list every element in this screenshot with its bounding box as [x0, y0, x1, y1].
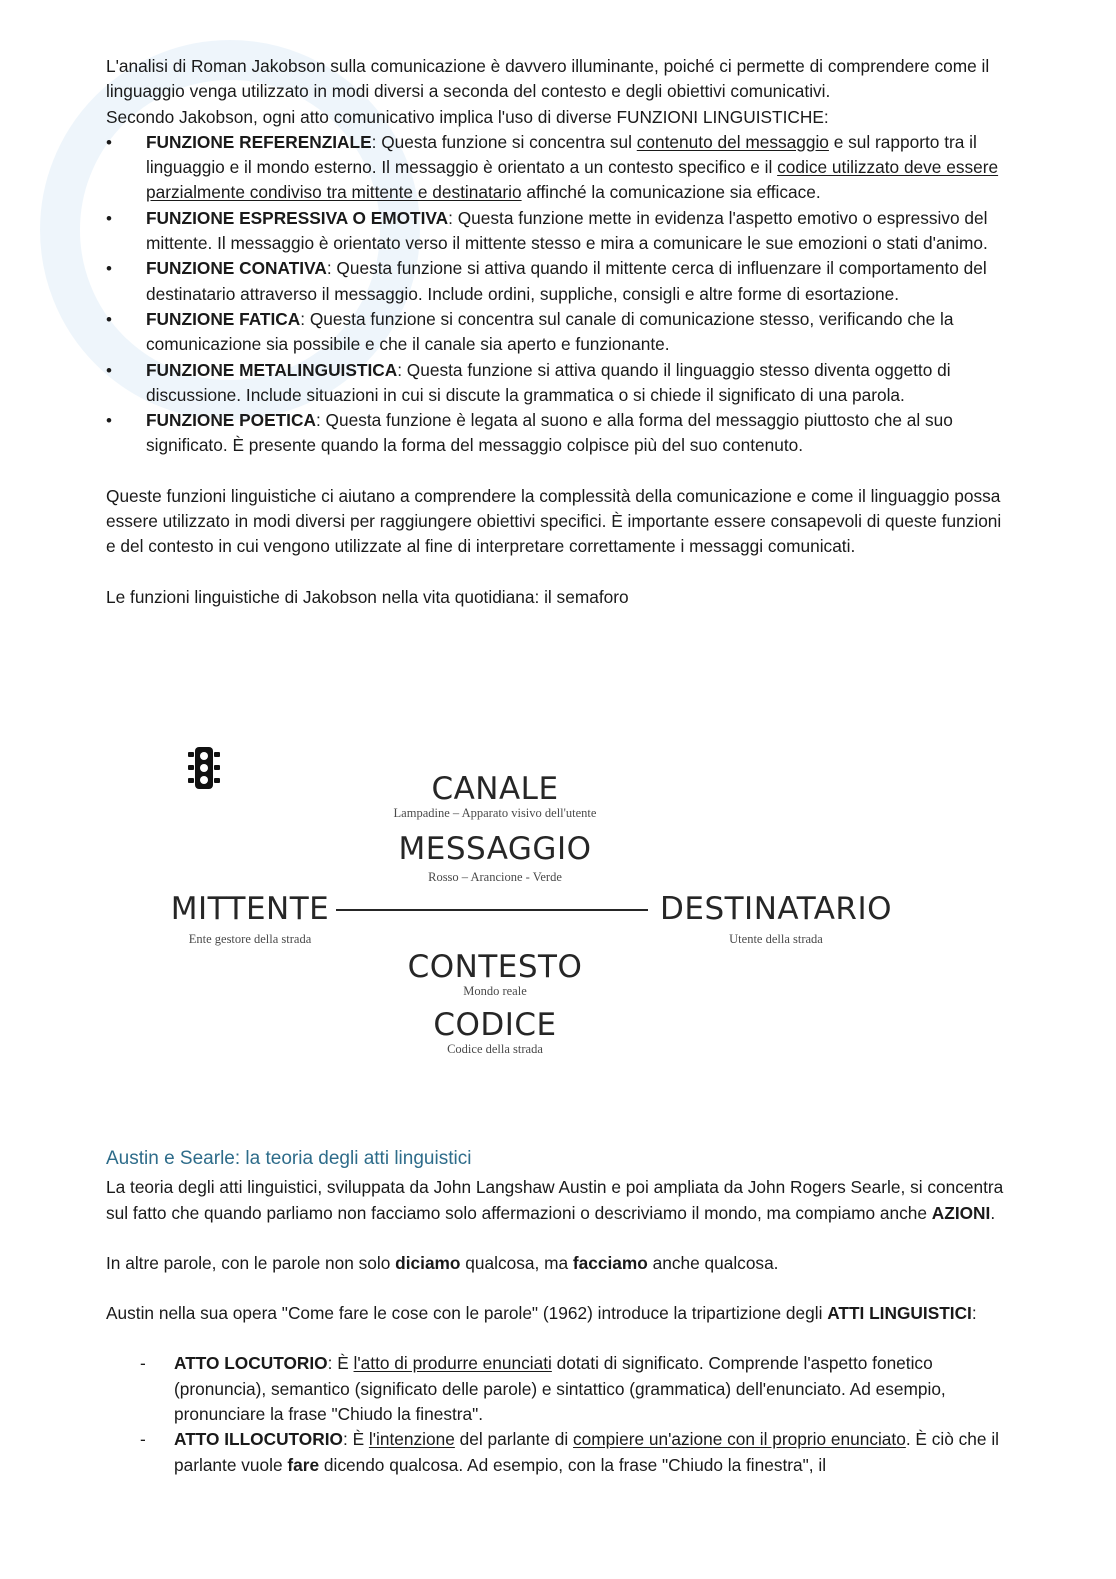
- list-item: - ATTO LOCUTORIO: È l'atto di produrre enunciati dotati di significato. Comprende l'aspetto fonetico (pronuncia), semantico (significato delle parole) e sintattico (grammatica) dell'enunciato. Ad esempio, pronunciare la frase "Chiudo la finestra".: [106, 1351, 1006, 1427]
- canale-node: [330, 772, 660, 821]
- mittente-sub: Ente gestore della strada: [188, 932, 312, 946]
- mittente-label: MITTENTE: [170, 891, 330, 927]
- canale-sub: Lampadine – Apparato visivo dell'utente: [393, 806, 597, 820]
- speech-acts-intro: La teoria degli atti linguistici, sviluppata da John Langshaw Austin e poi ampliata da John Rogers Searle, si concentra sul fatto che quando parliamo non facciamo solo affermazioni o descriviamo il mondo, ma compiamo anche AZIONI.: [106, 1177, 1004, 1223]
- destinatario-sub: Utente della strada: [729, 932, 823, 946]
- intro-section: [106, 54, 1006, 610]
- messaggio-sub: Rosso – Arancione - Verde: [428, 870, 562, 884]
- messaggio-node: [330, 832, 660, 885]
- codice-label: CODICE: [433, 1007, 557, 1043]
- speech-acts-paraphrase: In altre parole, con le parole non solo diciamo qualcosa, ma facciamo anche qualcosa.: [106, 1252, 779, 1273]
- codice-sub: Codice della strada: [447, 1042, 543, 1056]
- destinatario-node: [648, 892, 904, 947]
- contesto-label: CONTESTO: [407, 949, 583, 985]
- list-item: • FUNZIONE REFERENZIALE: Questa funzione si concentra sul contenuto del messaggio e sul rapporto tra il linguaggio e il mondo esterno. Il messaggio è orientato a un contesto specifico e il codice utilizzato deve essere parzialmente condiviso tra mittente e destinatario affinché la comunicazione sia efficace.: [106, 130, 1006, 206]
- canale-label: CANALE: [431, 771, 559, 807]
- list-item: • FUNZIONE CONATIVA: Questa funzione si attiva quando il mittente cerca di influenzare il comportamento del destinatario attraverso il messaggio. Include ordini, suppliche, consigli e altre forme di esortazione.: [106, 256, 1006, 307]
- list-item: - ATTO ILLOCUTORIO: È l'intenzione del parlante di compiere un'azione con il proprio enunciato. È ciò che il parlante vuole fare dicendo qualcosa. Ad esempio, con la frase "Chiudo la finestra", il: [106, 1427, 1006, 1478]
- speech-acts-section: [106, 1146, 1006, 1478]
- destinatario-label: DESTINATARIO: [659, 891, 893, 927]
- contesto-sub: Mondo reale: [463, 984, 527, 998]
- section-heading: Austin e Searle: la teoria degli atti linguistici: [106, 1148, 472, 1169]
- list-item: • FUNZIONE FATICA: Questa funzione si concentra sul canale di comunicazione stesso, verificando che la comunicazione sia possibile e che il canale sia aperto e funzionante.: [106, 307, 1006, 358]
- jakobson-traffic-light-diagram: [160, 740, 920, 1070]
- list-item: • FUNZIONE POETICA: Questa funzione è legata al suono e alla forma del messaggio piuttosto che al suo significato. È presente quando la forma del messaggio colpisce più del suo contenuto.: [106, 408, 1006, 459]
- acts-list: [106, 1351, 1006, 1477]
- traffic-light-icon: [186, 746, 222, 790]
- contesto-node: [330, 950, 660, 999]
- austin-paragraph: Austin nella sua opera "Come fare le cose con le parole" (1962) introduce la tripartizione degli ATTI LINGUISTICI:: [106, 1303, 977, 1324]
- codice-node: [330, 1008, 660, 1057]
- diagram-caption: Le funzioni linguistiche di Jakobson nella vita quotidiana: il semaforo: [106, 586, 629, 607]
- intro-functions-lead: Secondo Jakobson, ogni atto comunicativo implica l'uso di diverse FUNZIONI LINGUISTICHE:: [106, 106, 829, 127]
- list-item: • FUNZIONE ESPRESSIVA O EMOTIVA: Questa funzione mette in evidenza l'aspetto emotivo o espressivo del mittente. Il messaggio è orientato verso il mittente stesso e mira a comunicare le sue emozioni o stati d'animo.: [106, 206, 1006, 257]
- functions-list: [106, 130, 1006, 459]
- connector-line: [336, 909, 648, 911]
- messaggio-label: MESSAGGIO: [398, 831, 592, 867]
- mittente-node: [160, 892, 340, 947]
- list-item: • FUNZIONE METALINGUISTICA: Questa funzione si attiva quando il linguaggio stesso diventa oggetto di discussione. Include situazioni in cui si discute la grammatica o si chiede il significato di una parola.: [106, 358, 1006, 409]
- intro-paragraph: L'analisi di Roman Jakobson sulla comunicazione è davvero illuminante, poiché ci permette di comprendere come il linguaggio venga utilizzato in modi diversi a seconda del contesto e degli obiettivi comunicativi.: [106, 56, 990, 102]
- summary-paragraph: Queste funzioni linguistiche ci aiutano a comprendere la complessità della comunicazione e come il linguaggio possa essere utilizzato in modi diversi per raggiungere obiettivi specifici. È importante essere consapevoli di queste funzioni e del contesto in cui vengono utilizzate al fine di interpretare correttamente i messaggi comunicati.: [106, 485, 1002, 557]
